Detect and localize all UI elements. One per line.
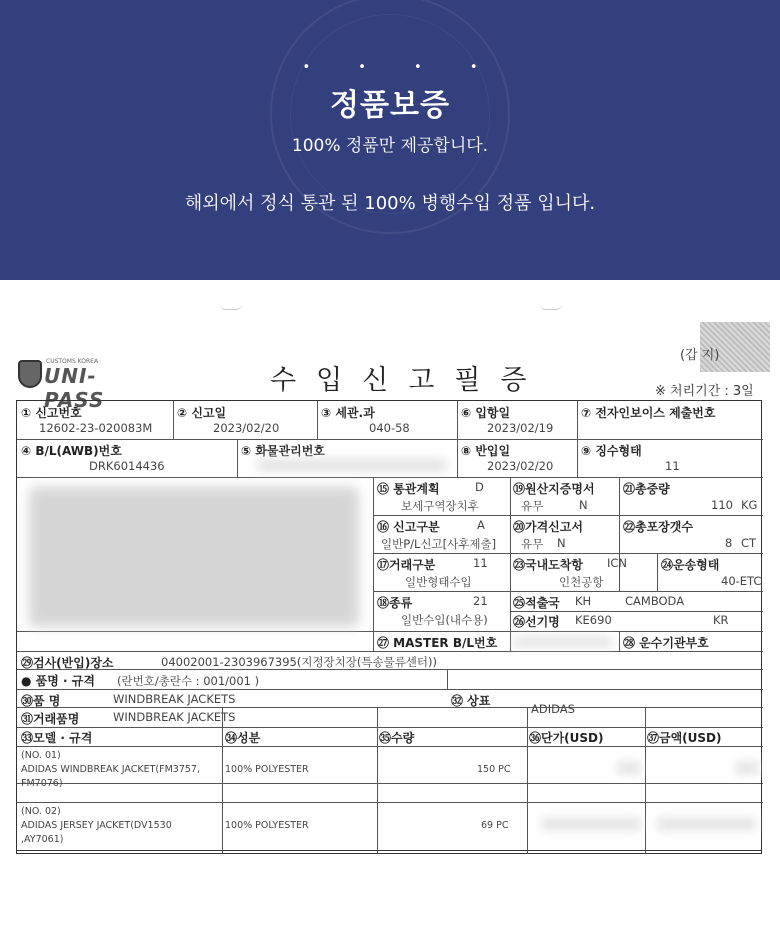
banner-subtitle: 100% 정품만 제공합니다. — [291, 136, 489, 156]
item-1-model: ADIDAS WINDBREAK JACKET(FM3757, — [21, 764, 200, 775]
master-bl-label: ㉗ MASTER B/L번호 — [377, 636, 498, 650]
redacted-importer-info — [29, 487, 359, 627]
item-2-number: (NO. 02) — [21, 806, 61, 817]
declaration-type: 일반P/L신고[사후제출] — [381, 537, 497, 551]
redacted-amount — [657, 818, 757, 830]
bl-number: DRK6014436 — [89, 459, 165, 473]
total-packages-label: ㉒총포장갯수 — [623, 520, 693, 534]
clearance-plan-label: ⑮ 통관계획 — [377, 482, 440, 496]
redacted-unit-price — [541, 818, 641, 830]
material-label: ㉞성분 — [225, 731, 261, 745]
declaration-number: 12602-23-020083M — [39, 421, 153, 435]
origin-cert-flag: N — [579, 498, 588, 512]
origin-cert-label: ⑲원산지증명서 — [513, 482, 595, 496]
logo-small-text: CUSTOMS KOREA — [46, 358, 99, 365]
item-table — [16, 726, 762, 854]
bonded-date-label: ⑧ 반입일 — [461, 444, 511, 458]
logo-name: UNI-PASS — [44, 364, 105, 412]
vessel-name-label: ㉖선기명 — [513, 615, 560, 629]
banner-title: 정품보증 — [330, 88, 450, 123]
e-invoice-label: ⑦ 전자인보이스 제출번호 — [581, 406, 716, 420]
transaction-type-label: ⑰거래구분 — [377, 558, 436, 572]
collection-type-label: ⑨ 징수형태 — [581, 444, 642, 458]
trade-name: WINDBREAK JACKETS — [113, 710, 236, 724]
customs-office: 040-58 — [369, 421, 410, 435]
unit-price-label: ㊱단가(USD) — [529, 731, 604, 745]
item-2-model-cont: ,AY7061) — [21, 834, 64, 845]
transaction-type-code: 11 — [473, 556, 488, 570]
inspection-place-label: ㉙검사(반입)장소 — [21, 656, 114, 670]
punch-mark — [220, 304, 242, 310]
brand-label: ㉜ 상표 — [451, 694, 491, 708]
import-kind: 일반수입(내수용) — [401, 613, 488, 627]
transport-type-label: ㉔운송형태 — [661, 558, 720, 572]
declaration-date: 2023/02/20 — [213, 421, 280, 435]
cargo-number-label: ⑤ 화물관리번호 — [241, 444, 325, 458]
arrival-port-label: ㉓국내도착항 — [513, 558, 583, 572]
price-declaration-has: 유무 — [521, 537, 544, 551]
price-declaration-label: ⑳가격신고서 — [513, 520, 583, 534]
gross-weight-unit: KG — [741, 498, 758, 512]
export-country-label: ㉕적출국 — [513, 596, 560, 610]
amount-label: ㊲금액(USD) — [647, 731, 722, 745]
brand: ADIDAS — [531, 702, 575, 716]
item-1-material: 100% POLYESTER — [225, 764, 309, 775]
clearance-plan: 보세구역장치후 — [401, 499, 479, 513]
arrival-date-label: ⑥ 입항일 — [461, 406, 511, 420]
shield-icon — [18, 360, 42, 388]
import-kind-code: 21 — [473, 594, 488, 608]
redacted-master-bl — [513, 637, 613, 647]
vessel-country: KR — [713, 613, 729, 627]
export-country-code: KH — [575, 594, 592, 608]
punch-mark — [540, 304, 562, 310]
banner-dots: • • • • — [302, 60, 500, 75]
gross-weight-label: ㉑총중량 — [623, 482, 670, 496]
import-kind-label: ⑱종류 — [377, 596, 413, 610]
vessel-name: KE690 — [575, 613, 612, 627]
export-country: CAMBODA — [625, 594, 685, 608]
quantity-label: ㉟수량 — [379, 731, 415, 745]
transport-type: 40-ETC — [721, 574, 762, 588]
product-name-label: ㉚품 명 — [21, 694, 61, 708]
clearance-plan-code: D — [475, 480, 484, 494]
redacted-unit-price — [617, 762, 641, 774]
redacted-amount — [735, 762, 759, 774]
hero-banner — [0, 0, 780, 280]
import-declaration-document — [0, 280, 780, 948]
bonded-date: 2023/02/20 — [487, 459, 554, 473]
trade-name-label: ㉛거래품명 — [21, 712, 80, 726]
declaration-number-label: ① 신고번호 — [21, 406, 82, 420]
arrival-date: 2023/02/19 — [487, 421, 554, 435]
redacted-cargo-number — [257, 459, 447, 471]
collection-type: 11 — [665, 459, 680, 473]
origin-cert-has: 유무 — [521, 499, 544, 513]
item-1-quantity: 150 PC — [477, 764, 511, 775]
bl-number-label: ④ B/L(AWB)번호 — [21, 444, 122, 458]
sheet-label: (갑 지) — [680, 348, 720, 363]
carrier-code-label: ㉘ 운수기관부호 — [623, 636, 709, 650]
declaration-date-label: ② 신고일 — [177, 406, 227, 420]
total-packages: 8 — [725, 536, 733, 550]
gross-weight: 110 — [711, 498, 733, 512]
inspection-place: 04002001-2303967395(지정장치장(특송물류센터)) — [161, 655, 437, 669]
item-line-count: (란번호/총란수 : 001/001 ) — [117, 674, 260, 688]
price-declaration-flag: N — [557, 536, 566, 550]
transaction-type: 일반형태수입 — [405, 575, 472, 589]
item-2-material: 100% POLYESTER — [225, 820, 309, 831]
model-spec-label: ㉝모델 · 규격 — [21, 731, 93, 745]
arrival-port-code: ICN — [607, 556, 628, 570]
processing-period: ※ 처리기간 : 3일 — [655, 384, 754, 399]
item-1-number: (NO. 01) — [21, 750, 61, 761]
banner-description: 해외에서 정식 통관 된 100% 병행수입 정품 입니다. — [184, 193, 596, 214]
declaration-type-label: ⑯ 신고구분 — [377, 520, 440, 534]
total-packages-unit: CT — [741, 536, 757, 550]
item-2-model: ADIDAS JERSEY JACKET(DV1530 — [21, 820, 172, 831]
item-spec-label: ● 품명 · 규격 — [21, 674, 95, 688]
document-title: 수입신고필증 — [270, 365, 547, 396]
customs-office-label: ③ 세관.과 — [321, 406, 375, 420]
item-2-quantity: 69 PC — [481, 820, 509, 831]
declaration-type-code: A — [477, 518, 485, 532]
product-name: WINDBREAK JACKETS — [113, 692, 236, 706]
unipass-logo — [18, 358, 148, 412]
item-1-model-cont: FM7076) — [21, 778, 63, 789]
arrival-port: 인천공항 — [559, 575, 604, 589]
